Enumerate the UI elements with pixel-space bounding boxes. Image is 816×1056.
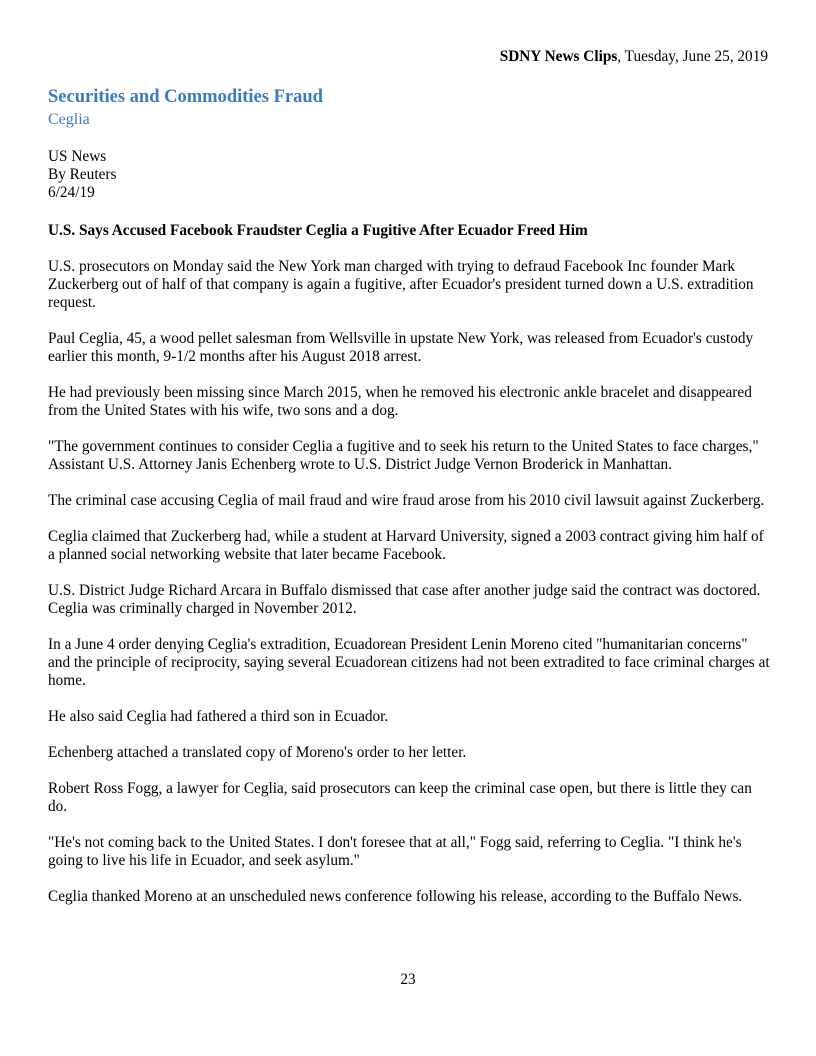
- article-paragraph: Paul Ceglia, 45, a wood pellet salesman from Wellsville in upstate New York, was released from Ecuador's custody earlier this month, 9-1/2 months after his August 2018 arrest.: [48, 330, 754, 365]
- subsection-title: Ceglia: [48, 111, 90, 128]
- article-byline: By Reuters: [48, 166, 117, 183]
- article-paragraph: U.S. District Judge Richard Arcara in Buffalo dismissed that case after another judge said the contract was doctored. Ceglia was criminally charged in November 2012.: [48, 582, 761, 617]
- article-paragraph: Ceglia claimed that Zuckerberg had, while a student at Harvard University, signed a 2003 contract giving him half of a planned social networking website that later became Facebook.: [48, 528, 764, 563]
- article-paragraph: U.S. prosecutors on Monday said the New York man charged with trying to defraud Facebook Inc founder Mark Zuckerberg out of half of that company is again a fugitive, after Ecuador's president turned down a U.S. extradition request.: [48, 258, 754, 311]
- article-paragraph: In a June 4 order denying Ceglia's extradition, Ecuadorean President Lenin Moreno cited "humanitarian concerns" and the principle of reciprocity, saying several Ecuadorean citizens had not been extradited to face criminal charges at home.: [48, 636, 770, 689]
- page-header: [500, 48, 768, 66]
- publication-name: SDNY News Clips: [499, 48, 618, 65]
- article-paragraph: "He's not coming back to the United States. I don't foresee that at all," Fogg said, referring to Ceglia. "I think he's going to live his life in Ecuador, and seek asylum.": [48, 834, 742, 869]
- article-paragraph: Echenberg attached a translated copy of Moreno's order to her letter.: [48, 744, 467, 761]
- section-title: Securities and Commodities Fraud: [48, 87, 323, 107]
- article-paragraph: He also said Ceglia had fathered a third son in Ecuador.: [48, 708, 389, 725]
- article-paragraph: Ceglia thanked Moreno at an unscheduled news conference following his release, according to the Buffalo News.: [48, 888, 743, 905]
- article-body: [48, 258, 770, 924]
- article-paragraph: "The government continues to consider Ceglia a fugitive and to seek his return to the United States to face charges," Assistant U.S. Attorney Janis Echenberg wrote to U.S. District Judge Vernon Broderick in Manhattan.: [48, 438, 759, 473]
- header-date: , Tuesday, June 25, 2019: [617, 48, 768, 65]
- article-headline: U.S. Says Accused Facebook Fraudster Ceglia a Fugitive After Ecuador Freed Him: [48, 222, 588, 239]
- article-date: 6/24/19: [48, 184, 95, 201]
- article-paragraph: He had previously been missing since March 2015, when he removed his electronic ankle bracelet and disappeared from the United States with his wife, two sons and a dog.: [48, 384, 752, 419]
- document-page: [48, 0, 770, 1056]
- article-meta: [48, 148, 116, 202]
- article-source: US News: [48, 148, 107, 165]
- page-number: 23: [400, 971, 416, 988]
- article-paragraph: Robert Ross Fogg, a lawyer for Ceglia, said prosecutors can keep the criminal case open, but there is little they can do.: [48, 780, 752, 815]
- article-paragraph: The criminal case accusing Ceglia of mail fraud and wire fraud arose from his 2010 civil lawsuit against Zuckerberg.: [48, 492, 765, 509]
